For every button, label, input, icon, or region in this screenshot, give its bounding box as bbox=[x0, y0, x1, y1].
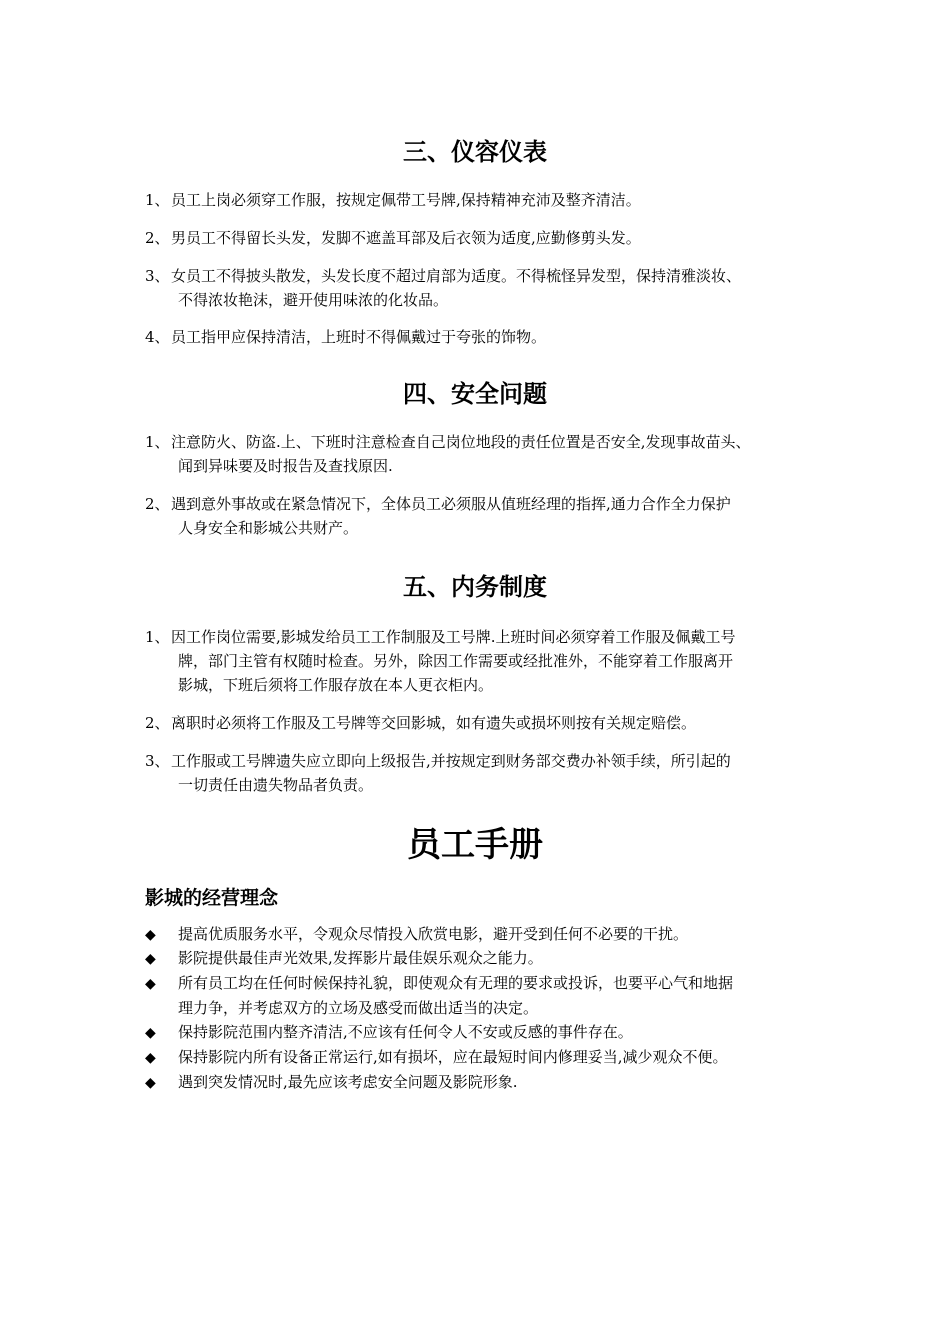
list-item bbox=[145, 325, 825, 349]
item-text: 注意防火、防盗.上、下班时注意检查自己岗位地段的责任位置是否安全,发现事故苗头、 bbox=[171, 433, 751, 451]
item-text: 离职时必须将工作服及工号牌等交回影城，如有遗失或损坏则按有关规定赔偿。 bbox=[171, 714, 697, 732]
list-item bbox=[145, 711, 825, 735]
bullet-item bbox=[145, 1045, 825, 1070]
item-text-continued: 一切责任由遗失物品者负责。 bbox=[178, 776, 374, 794]
item-text: 遇到意外事故或在紧急情况下，全体员工必须服从值班经理的指挥,通力合作全力保护 bbox=[171, 495, 731, 513]
item-number: 4、 bbox=[145, 328, 170, 346]
bullet-text: 保持影院内所有设备正常运行,如有损坏，应在最短时间内修理妥当,减少观众不便。 bbox=[178, 1048, 728, 1066]
bullet-text: 遇到突发情况时,最先应该考虑安全问题及影院形象. bbox=[178, 1073, 518, 1091]
item-text-continued: 牌，部门主管有权随时检查。另外，除因工作需要或经批准外，不能穿着工作服离开 bbox=[178, 652, 734, 670]
bullet-item bbox=[145, 922, 825, 947]
item-text: 女员工不得披头散发，头发长度不超过肩部为适度。不得梳怪异发型，保持清雅淡妆、 bbox=[171, 267, 742, 285]
item-number: 3、 bbox=[145, 752, 170, 770]
item-text-continued: 影城，下班后须将工作服存放在本人更衣柜内。 bbox=[178, 676, 494, 694]
item-text: 因工作岗位需要,影城发给员工工作制服及工号牌.上班时间必须穿着工作服及佩戴工号 bbox=[171, 628, 736, 646]
list-item bbox=[145, 625, 825, 697]
diamond-bullet-icon: ◆ bbox=[145, 1050, 156, 1066]
bullet-text: 保持影院范围内整齐清洁,不应该有任何令人不安或反感的事件存在。 bbox=[178, 1023, 633, 1041]
item-text-continued: 不得浓妆艳沫，避开使用味浓的化妆品。 bbox=[178, 291, 449, 309]
item-number: 2、 bbox=[145, 229, 170, 247]
bullet-text: 所有员工均在任何时候保持礼貌，即使观众有无理的要求或投诉，也要平心气和地据 bbox=[178, 974, 734, 992]
diamond-bullet-icon: ◆ bbox=[145, 1075, 156, 1091]
handbook-title: 员工手册 bbox=[407, 825, 543, 865]
diamond-bullet-icon: ◆ bbox=[145, 976, 156, 992]
item-number: 1、 bbox=[145, 433, 170, 451]
diamond-bullet-icon: ◆ bbox=[145, 951, 156, 967]
item-number: 1、 bbox=[145, 628, 170, 646]
bullet-item bbox=[145, 971, 825, 1020]
bullet-text-continued: 理力争，并考虑双方的立场及感受而做出适当的决定。 bbox=[178, 999, 539, 1017]
bullet-item bbox=[145, 1020, 825, 1045]
item-text: 工作服或工号牌遗失应立即向上级报告,并按规定到财务部交费办补领手续，所引起的 bbox=[171, 752, 731, 770]
item-number: 1、 bbox=[145, 191, 170, 209]
bullet-item bbox=[145, 1070, 825, 1095]
item-text-continued: 人身安全和影城公共财产。 bbox=[178, 519, 359, 537]
list-item bbox=[145, 226, 825, 250]
bullet-item bbox=[145, 946, 825, 971]
diamond-bullet-icon: ◆ bbox=[145, 1025, 156, 1041]
list-item bbox=[145, 430, 825, 478]
list-item bbox=[145, 264, 825, 312]
section-heading-internal-rules: 五、内务制度 bbox=[403, 573, 547, 601]
bullet-text: 影院提供最佳声光效果,发挥影片最佳娱乐观众之能力。 bbox=[178, 949, 543, 967]
section-heading-safety: 四、安全问题 bbox=[403, 380, 547, 408]
list-item bbox=[145, 749, 825, 797]
item-text: 员工指甲应保持清洁，上班时不得佩戴过于夸张的饰物。 bbox=[171, 328, 547, 346]
item-text-continued: 闻到异味要及时报告及查找原因. bbox=[178, 457, 393, 475]
diamond-bullet-icon: ◆ bbox=[145, 927, 156, 943]
bullet-text: 提高优质服务水平，令观众尽情投入欣赏电影，避开受到任何不必要的干扰。 bbox=[178, 925, 689, 943]
item-number: 2、 bbox=[145, 495, 170, 513]
item-text: 男员工不得留长头发，发脚不遮盖耳部及后衣领为适度,应勤修剪头发。 bbox=[171, 229, 641, 247]
section-heading-appearance: 三、仪容仪表 bbox=[403, 138, 547, 166]
item-text: 员工上岗必须穿工作服，按规定佩带工号牌,保持精神充沛及整齐清洁。 bbox=[171, 191, 641, 209]
item-number: 2、 bbox=[145, 714, 170, 732]
handbook-subheading: 影城的经营理念 bbox=[145, 887, 279, 909]
list-item bbox=[145, 188, 825, 212]
list-item bbox=[145, 492, 825, 540]
item-number: 3、 bbox=[145, 267, 170, 285]
